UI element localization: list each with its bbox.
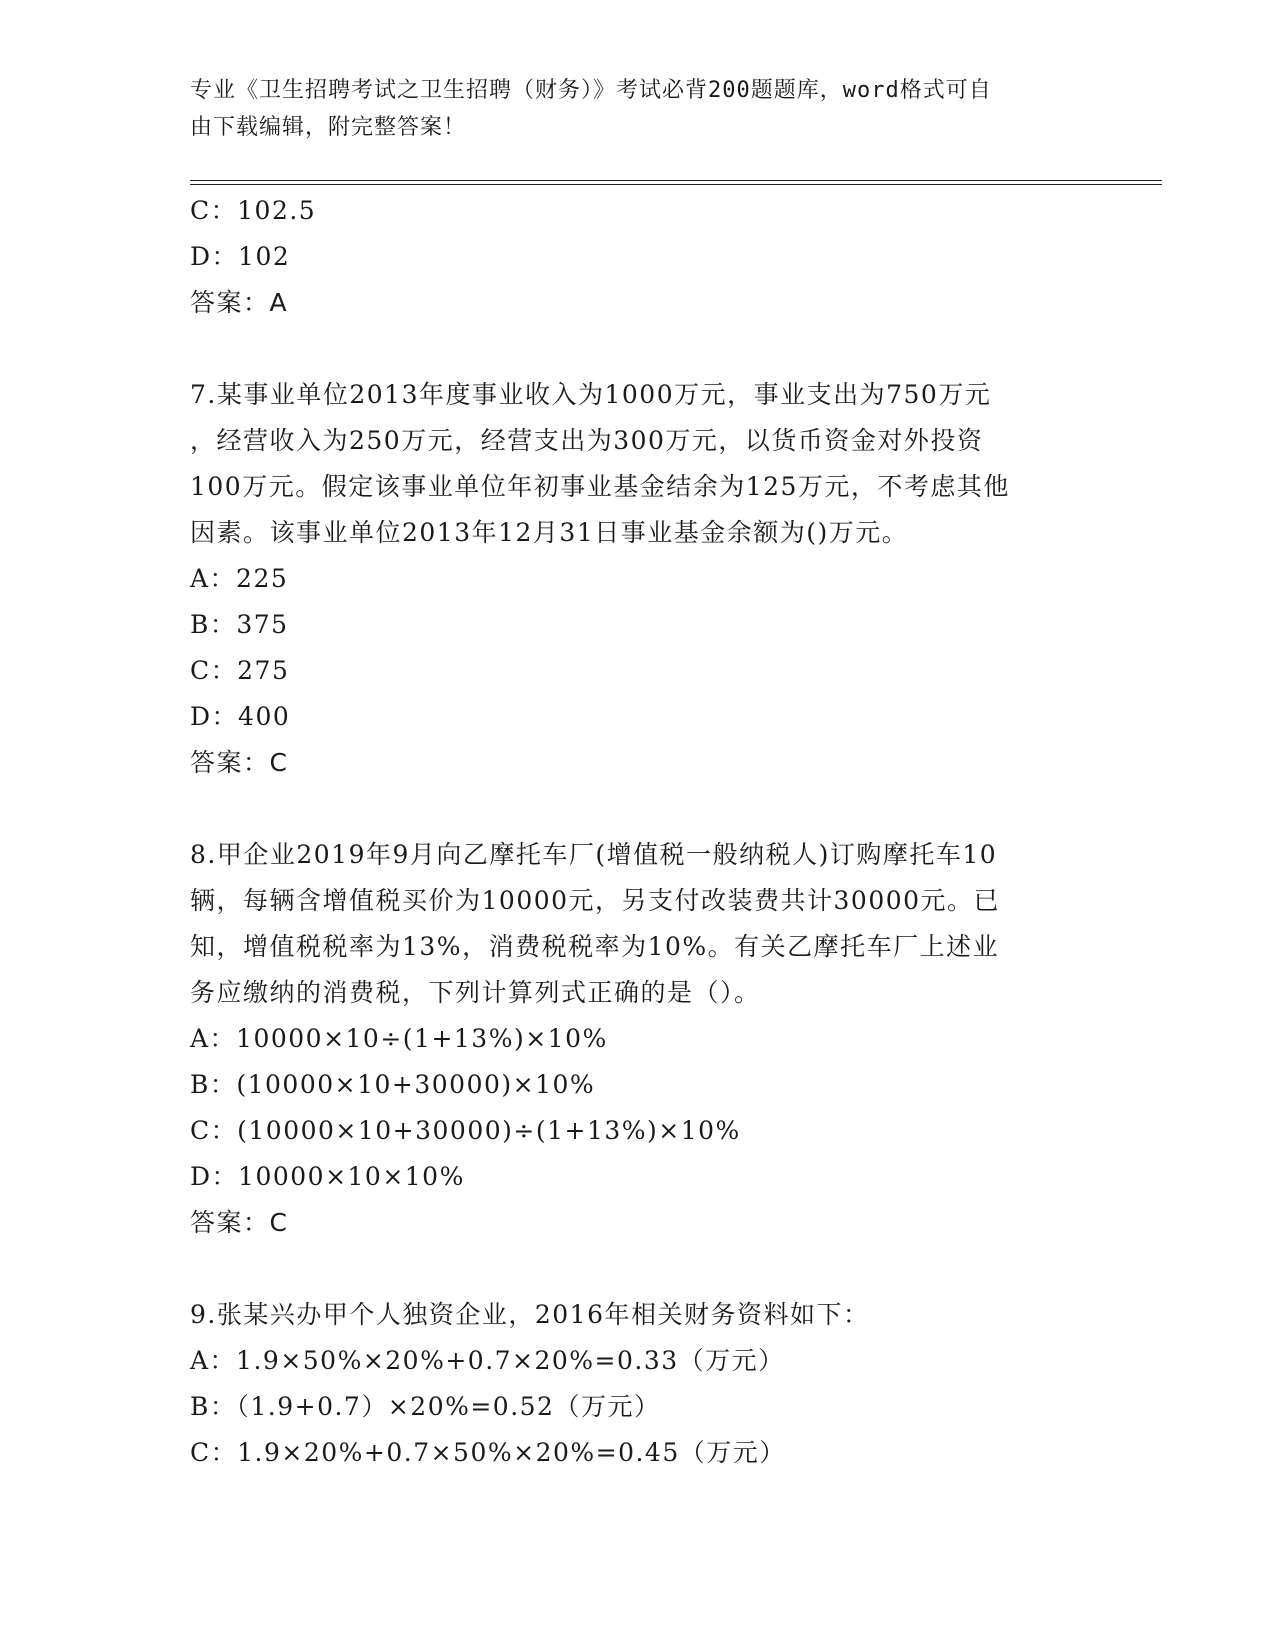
question-text-line: 因素。该事业单位2013年12月31日事业基金余额为()万元。 xyxy=(190,518,909,547)
option-b: B：375 xyxy=(190,610,289,639)
question-text-line: 8.甲企业2019年9月向乙摩托车厂(增值税一般纳税人)订购摩托车10 xyxy=(190,840,998,869)
option-a: A：10000×10÷(1+13%)×10% xyxy=(190,1024,608,1053)
option-b: B：(10000×10+30000)×10% xyxy=(190,1070,596,1099)
question-6-tail xyxy=(190,188,1090,326)
question-text-line: 知，增值税税率为13%，消费税税率为10%。有关乙摩托车厂上述业 xyxy=(190,932,1000,961)
header-divider-bottom xyxy=(190,184,1162,185)
option-d: D：10000×10×10% xyxy=(190,1162,465,1191)
option-c: C：(10000×10+30000)÷(1+13%)×10% xyxy=(190,1116,741,1145)
option-b: B：（1.9+0.7）×20%=0.52（万元） xyxy=(190,1392,661,1421)
option-a: A：225 xyxy=(190,564,289,593)
spacer xyxy=(190,1246,1090,1292)
spacer xyxy=(190,786,1090,832)
answer-line: 答案：C xyxy=(190,1208,289,1237)
option-c: C：1.9×20%+0.7×50%×20%=0.45（万元） xyxy=(190,1438,786,1467)
spacer xyxy=(190,326,1090,372)
question-text-line: 100万元。假定该事业单位年初事业基金结余为125万元，不考虑其他 xyxy=(190,472,1010,501)
option-c: C：102.5 xyxy=(190,196,317,225)
document-header xyxy=(190,72,1090,146)
answer-line: 答案：A xyxy=(190,288,289,317)
question-9 xyxy=(190,1292,1090,1476)
question-text-line: 辆，每辆含增值税买价为10000元，另支付改装费共计30000元。已 xyxy=(190,886,1001,915)
option-d: D：102 xyxy=(190,242,291,271)
option-d: D：400 xyxy=(190,702,291,731)
question-text-line: 7.某事业单位2013年度事业收入为1000万元，事业支出为750万元 xyxy=(190,380,992,409)
document-body xyxy=(190,188,1090,1476)
option-c: C：275 xyxy=(190,656,290,685)
question-8 xyxy=(190,832,1090,1246)
question-text-line: ，经营收入为250万元，经营支出为300万元，以货币资金对外投资 xyxy=(190,426,984,455)
header-title-line-2: 由下载编辑，附完整答案！ xyxy=(190,115,467,140)
header-title-line-1: 专业《卫生招聘考试之卫生招聘（财务）》考试必背200题题库，word格式可自 xyxy=(190,78,992,103)
answer-line: 答案：C xyxy=(190,748,289,777)
option-a: A：1.9×50%×20%+0.7×20%=0.33（万元） xyxy=(190,1346,785,1375)
question-7 xyxy=(190,372,1090,786)
question-text-line: 务应缴纳的消费税，下列计算列式正确的是（）。 xyxy=(190,978,761,1007)
header-divider-top xyxy=(190,180,1162,181)
question-text-line: 9.张某兴办甲个人独资企业，2016年相关财务资料如下： xyxy=(190,1300,870,1329)
